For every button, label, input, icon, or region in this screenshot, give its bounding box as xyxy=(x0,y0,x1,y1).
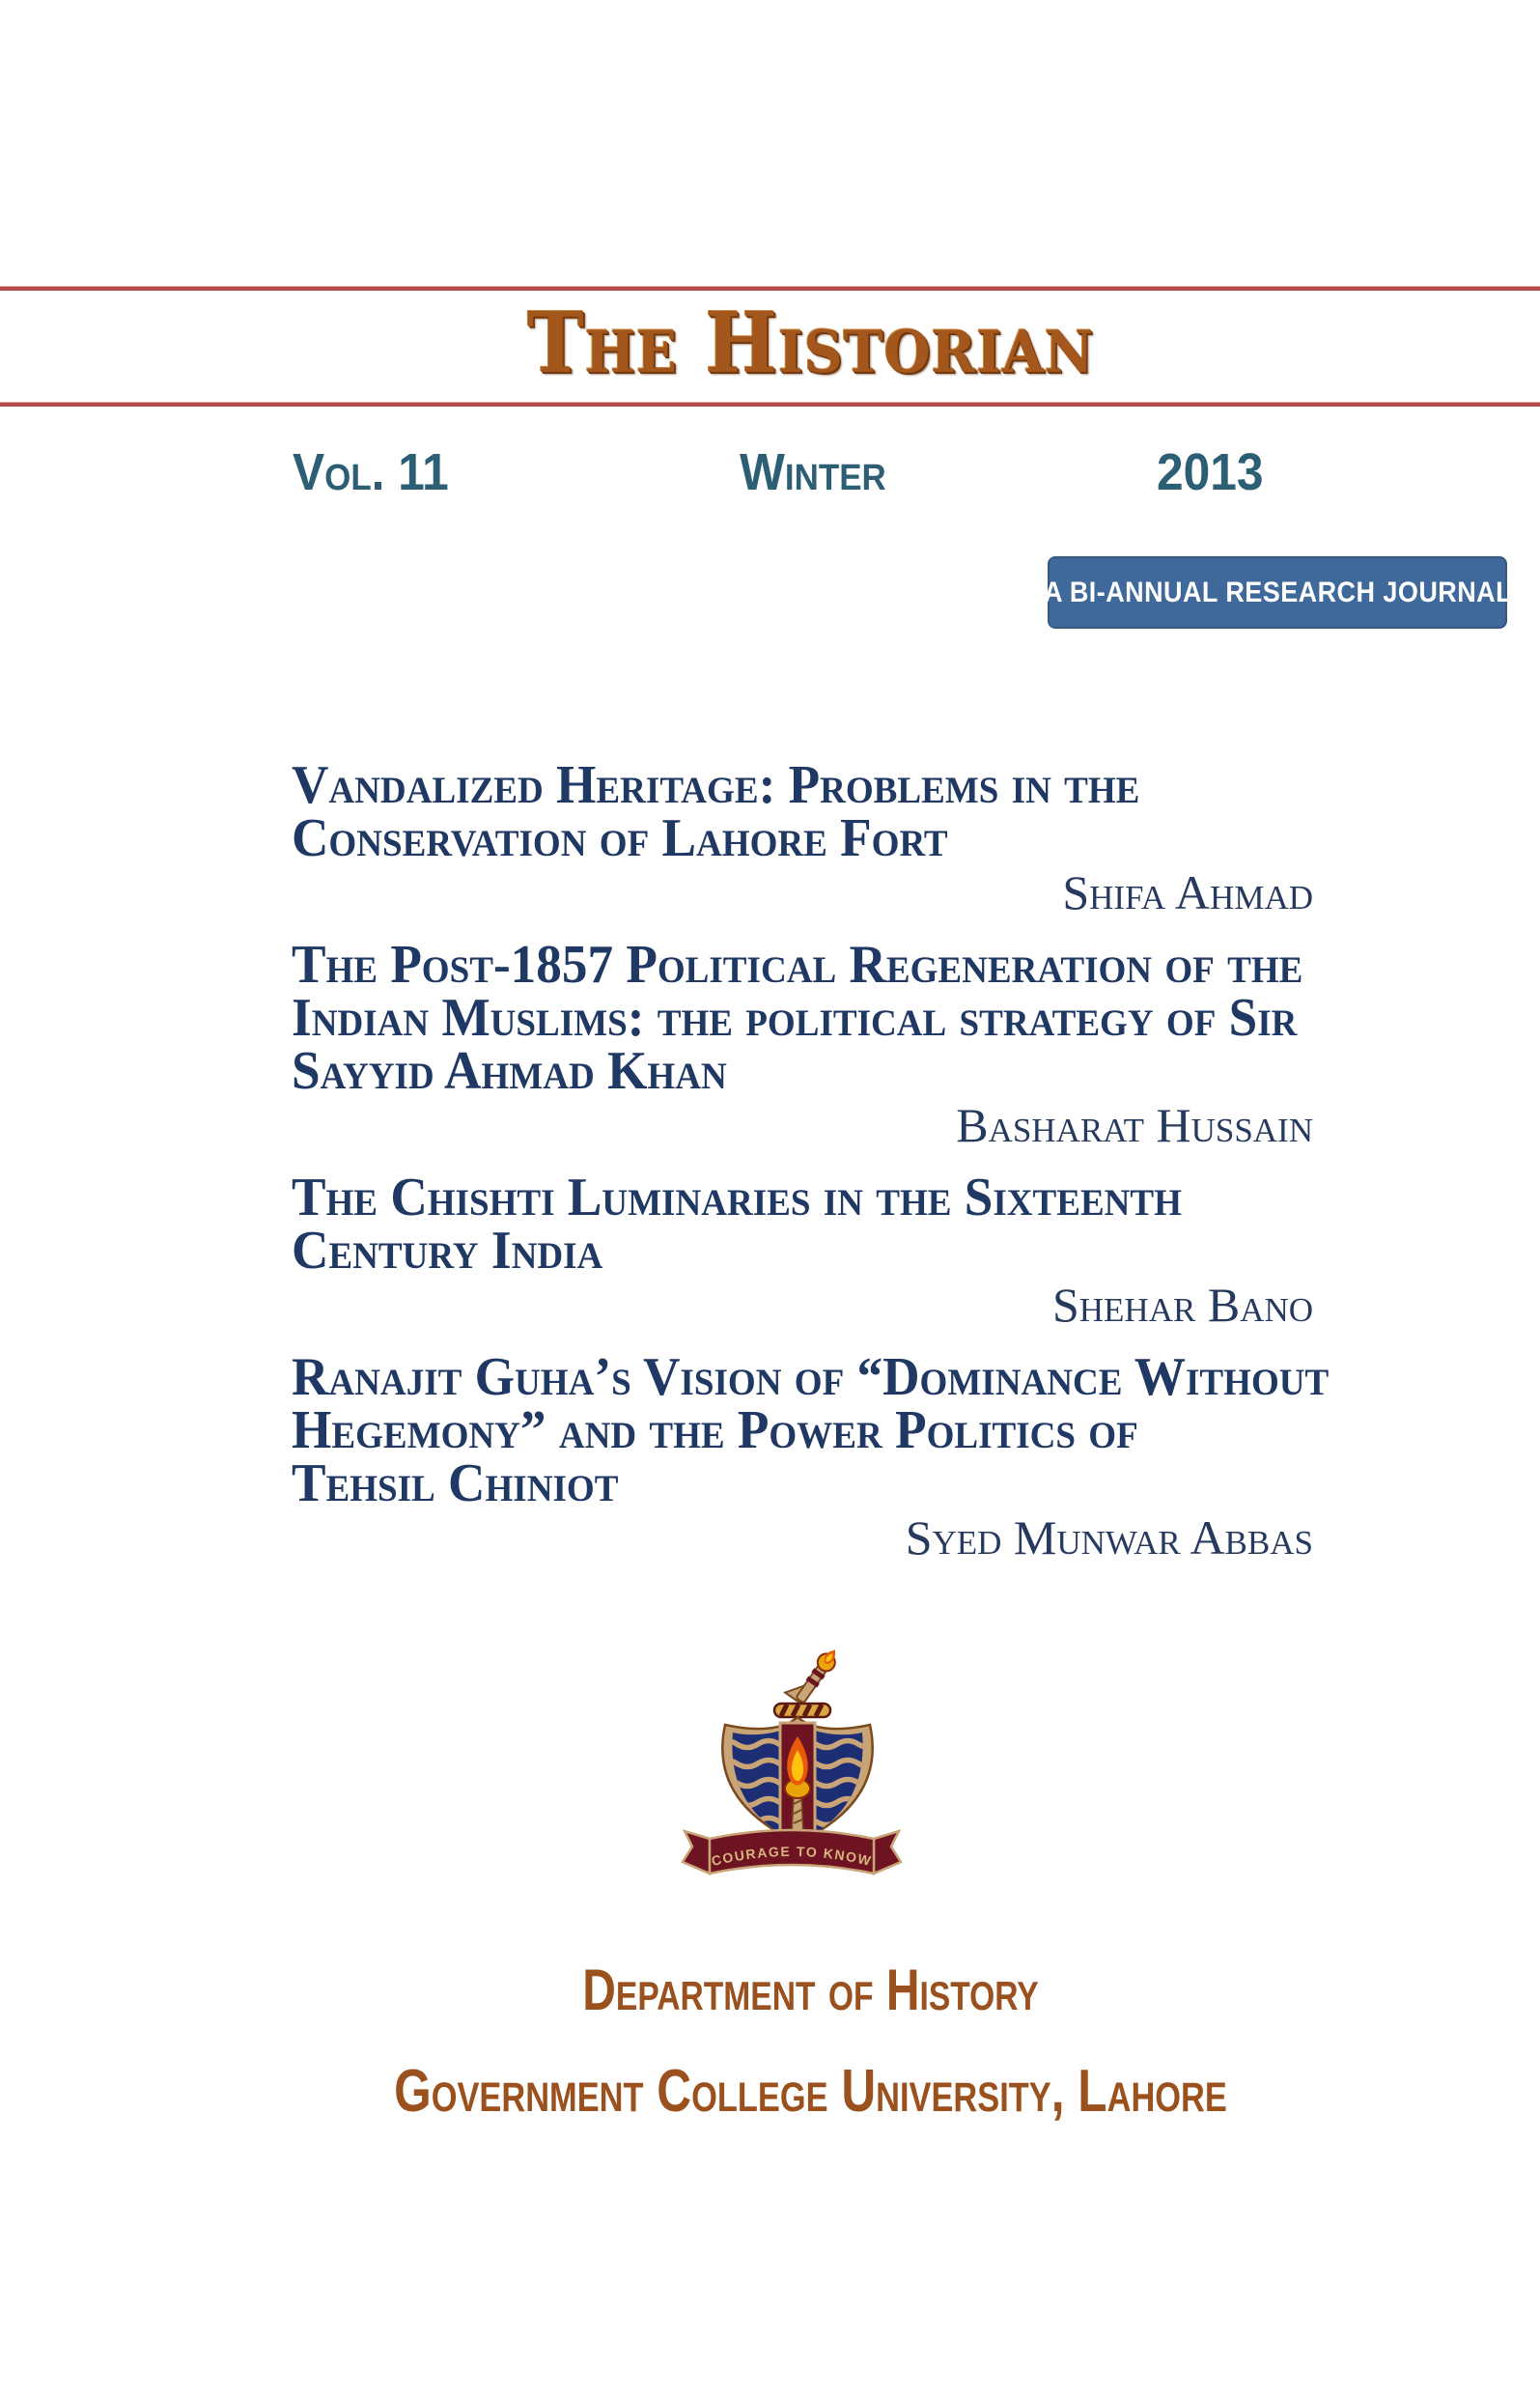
journal-type-badge xyxy=(1043,556,1512,629)
article-title xyxy=(292,935,1313,1101)
article-title-line: Tehsil Chiniot xyxy=(292,1453,619,1513)
article-title-line: Hegemony” and the Power Politics of xyxy=(292,1400,1138,1460)
article-title xyxy=(292,755,1313,868)
crest-torse-bar xyxy=(774,1704,830,1717)
article-entry xyxy=(292,1347,1330,1564)
article-title xyxy=(292,1168,1313,1281)
header-rule-bottom xyxy=(0,402,1540,407)
article-title-line: The Chishti Luminaries in the Sixteenth xyxy=(292,1168,1182,1227)
article-title-line: Conservation of Lahore Fort xyxy=(292,808,948,868)
university-crest xyxy=(681,1642,903,1885)
article-title-line: Sayyid Ahmad Khan xyxy=(292,1041,727,1101)
university-name: Government College University, Lahore xyxy=(394,2058,1227,2125)
publisher-block xyxy=(41,1958,1540,2125)
article-title-line: Vandalized Heritage: Problems in the xyxy=(292,755,1140,815)
crest-motto-ribbon xyxy=(683,1830,901,1874)
article-entry xyxy=(292,1168,1313,1332)
article-title-line: Century India xyxy=(292,1221,603,1281)
table-of-contents xyxy=(292,755,1330,1584)
article-title-line: Ranajit Guha’s Vision of “Dominance Without xyxy=(292,1347,1330,1407)
journal-title: The Historian xyxy=(526,295,1095,392)
article-entry xyxy=(292,755,1313,919)
year-label: 2013 xyxy=(1157,443,1264,501)
article-title xyxy=(292,1347,1330,1513)
article-author: Shifa Ahmad xyxy=(1062,865,1313,919)
journal-type-badge-label: A BI-ANNUAL RESEARCH JOURNAL xyxy=(1043,576,1512,608)
article-author: Shehar Bano xyxy=(1051,1278,1313,1332)
article-entry xyxy=(292,935,1313,1152)
season-label: Winter xyxy=(740,443,886,501)
crest-top-torch-icon xyxy=(785,1642,842,1707)
crest-shield xyxy=(715,1717,880,1843)
article-title-line: The Post-1857 Political Regeneration of the xyxy=(292,935,1303,995)
department-name: Department of History xyxy=(582,1958,1039,2022)
article-title-line: Indian Muslims: the political strategy of Sir xyxy=(292,988,1298,1048)
article-author: Syed Munwar Abbas xyxy=(905,1510,1313,1564)
crest-motto-text: COURAGE TO KNOW xyxy=(710,1843,874,1870)
volume-label: Vol. 11 xyxy=(293,443,449,501)
article-author: Basharat Hussain xyxy=(956,1098,1313,1152)
header-rule-top xyxy=(0,286,1540,291)
